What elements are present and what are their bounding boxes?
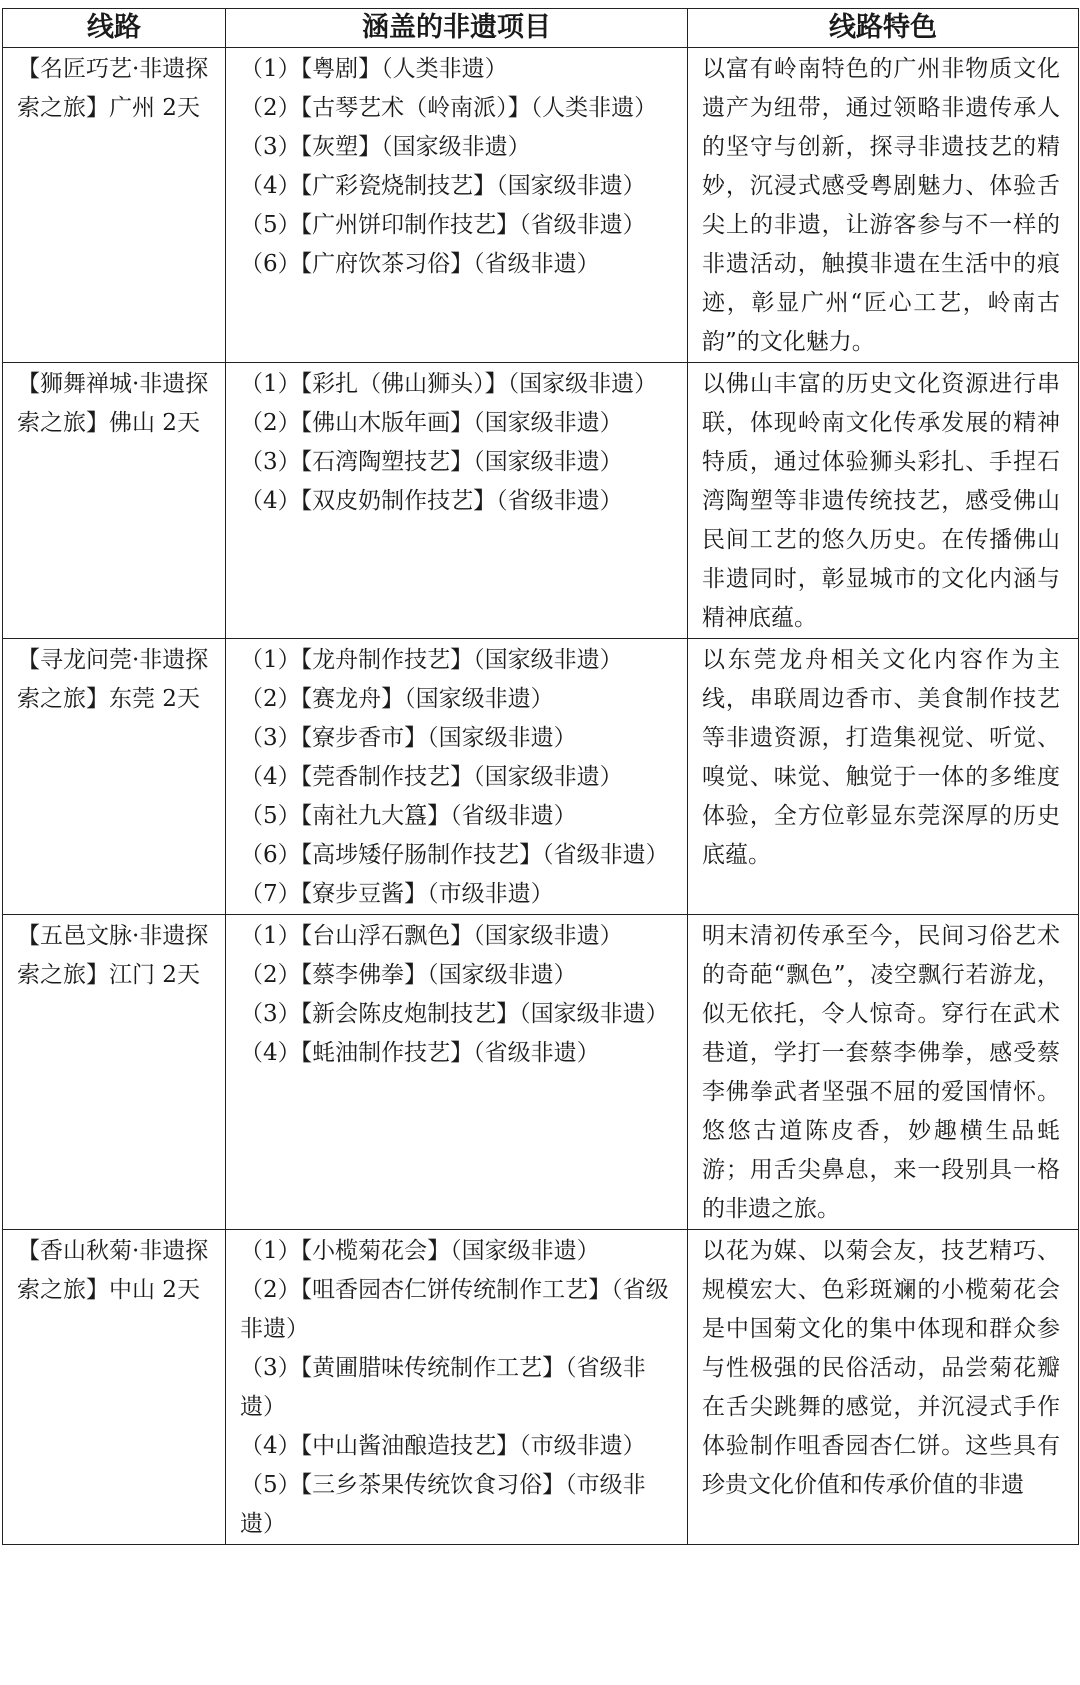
items-cell <box>226 639 688 915</box>
header-items: 涵盖的非遗项目 <box>226 9 688 48</box>
list-item: （2）【佛山木版年画】（国家级非遗） <box>240 410 623 436</box>
list-item: （3）【黄圃腊味传统制作工艺】（省级非遗） <box>240 1355 646 1420</box>
route-cell <box>3 915 226 1230</box>
route-cell <box>3 363 226 639</box>
items-cell <box>226 363 688 639</box>
list-item: （7）【寮步豆酱】（市级非遗） <box>240 881 554 907</box>
route-name: 【名匠巧艺·非遗探索之旅】广州 2天 <box>17 56 209 121</box>
feature-cell <box>688 639 1079 915</box>
list-item: （3）【灰塑】（国家级非遗） <box>240 134 531 160</box>
feature-text: 以佛山丰富的历史文化资源进行串联，体现岭南文化传承发展的精神特质，通过体验狮头彩扎、手捏石湾陶塑等非遗传统技艺，感受佛山民间工艺的悠久历史。在传播佛山非遗同时，彰显城市的文化内涵与精神底蕴。 <box>702 371 1060 631</box>
list-item: （4）【双皮奶制作技艺】（省级非遗） <box>240 488 623 514</box>
items-cell <box>226 48 688 363</box>
route-name: 【香山秋菊·非遗探索之旅】中山 2天 <box>17 1238 209 1303</box>
list-item: （5）【三乡茶果传统饮食习俗】（市级非遗） <box>240 1472 646 1537</box>
list-item: （5）【南社九大簋】（省级非遗） <box>240 803 577 829</box>
items-list <box>240 641 679 914</box>
header-route: 线路 <box>3 9 226 48</box>
list-item: （1）【小榄菊花会】（国家级非遗） <box>240 1238 600 1264</box>
feature-cell <box>688 363 1079 639</box>
items-cell <box>226 1230 688 1545</box>
list-item: （2）【赛龙舟】（国家级非遗） <box>240 686 554 712</box>
items-list <box>240 365 679 521</box>
feature-text: 以东莞龙舟相关文化内容作为主线，串联周边香市、美食制作技艺等非遗资源，打造集视觉、听觉、嗅觉、味觉、触觉于一体的多维度体验，全方位彰显东莞深厚的历史底蕴。 <box>702 647 1060 868</box>
list-item: （2）【蔡李佛拳】（国家级非遗） <box>240 962 577 988</box>
list-item: （2）【咀香园杏仁饼传统制作工艺】（省级非遗） <box>240 1277 669 1342</box>
table-row <box>3 1230 1079 1545</box>
route-cell <box>3 1230 226 1545</box>
list-item: （1）【龙舟制作技艺】（国家级非遗） <box>240 647 623 673</box>
items-list <box>240 917 679 1073</box>
feature-text: 明末清初传承至今，民间习俗艺术的奇葩“飘色”，凌空飘行若游龙，似无依托，令人惊奇。穿行在武术巷道，学打一套蔡李佛拳，感受蔡李佛拳武者坚强不屈的爱国情怀。悠悠古道陈皮香，妙趣横生品蚝游；用舌尖鼻息，来一段别具一格的非遗之旅。 <box>702 923 1060 1222</box>
feature-text: 以花为媒、以菊会友，技艺精巧、规模宏大、色彩斑斓的小榄菊花会是中国菊文化的集中体现和群众参与性极强的民俗活动，品尝菊花瓣在舌尖跳舞的感觉，并沉浸式手作体验制作咀香园杏仁饼。这些具有珍贵文化价值和传承价值的非遗 <box>702 1238 1060 1498</box>
list-item: （4）【莞香制作技艺】（国家级非遗） <box>240 764 623 790</box>
list-item: （1）【粤剧】（人类非遗） <box>240 56 508 82</box>
list-item: （3）【寮步香市】（国家级非遗） <box>240 725 577 751</box>
items-list <box>240 1232 679 1544</box>
table-row <box>3 363 1079 639</box>
table-row <box>3 639 1079 915</box>
list-item: （2）【古琴艺术（岭南派）】（人类非遗） <box>240 95 658 121</box>
route-name: 【五邑文脉·非遗探索之旅】江门 2天 <box>17 923 209 988</box>
feature-text: 以富有岭南特色的广州非物质文化遗产为纽带，通过领略非遗传承人的坚守与创新，探寻非遗技艺的精妙，沉浸式感受粤剧魅力、体验舌尖上的非遗，让游客参与不一样的非遗活动，触摸非遗在生活中的痕迹，彰显广州“匠心工艺，岭南古韵”的文化魅力。 <box>702 56 1060 355</box>
route-name: 【狮舞禅城·非遗探索之旅】佛山 2天 <box>17 371 209 436</box>
header-feature: 线路特色 <box>688 9 1079 48</box>
table-row <box>3 915 1079 1230</box>
list-item: （4）【中山酱油酿造技艺】（市级非遗） <box>240 1433 646 1459</box>
route-name: 【寻龙问莞·非遗探索之旅】东莞 2天 <box>17 647 209 712</box>
list-item: （4）【广彩瓷烧制技艺】（国家级非遗） <box>240 173 646 199</box>
items-list <box>240 50 679 284</box>
list-item: （3）【新会陈皮炮制技艺】（国家级非遗） <box>240 1001 669 1027</box>
items-cell <box>226 915 688 1230</box>
list-item: （6）【高埗矮仔肠制作技艺】（省级非遗） <box>240 842 669 868</box>
route-cell <box>3 639 226 915</box>
list-item: （4）【蚝油制作技艺】（省级非遗） <box>240 1040 600 1066</box>
list-item: （1）【台山浮石飘色】（国家级非遗） <box>240 923 623 949</box>
list-item: （1）【彩扎（佛山狮头）】（国家级非遗） <box>240 371 658 397</box>
table-row <box>3 48 1079 363</box>
table-header-row <box>3 9 1079 48</box>
route-cell <box>3 48 226 363</box>
list-item: （6）【广府饮茶习俗】（省级非遗） <box>240 251 600 277</box>
heritage-routes-table <box>2 8 1079 1545</box>
list-item: （5）【广州饼印制作技艺】（省级非遗） <box>240 212 646 238</box>
feature-cell <box>688 1230 1079 1545</box>
list-item: （3）【石湾陶塑技艺】（国家级非遗） <box>240 449 623 475</box>
feature-cell <box>688 48 1079 363</box>
feature-cell <box>688 915 1079 1230</box>
